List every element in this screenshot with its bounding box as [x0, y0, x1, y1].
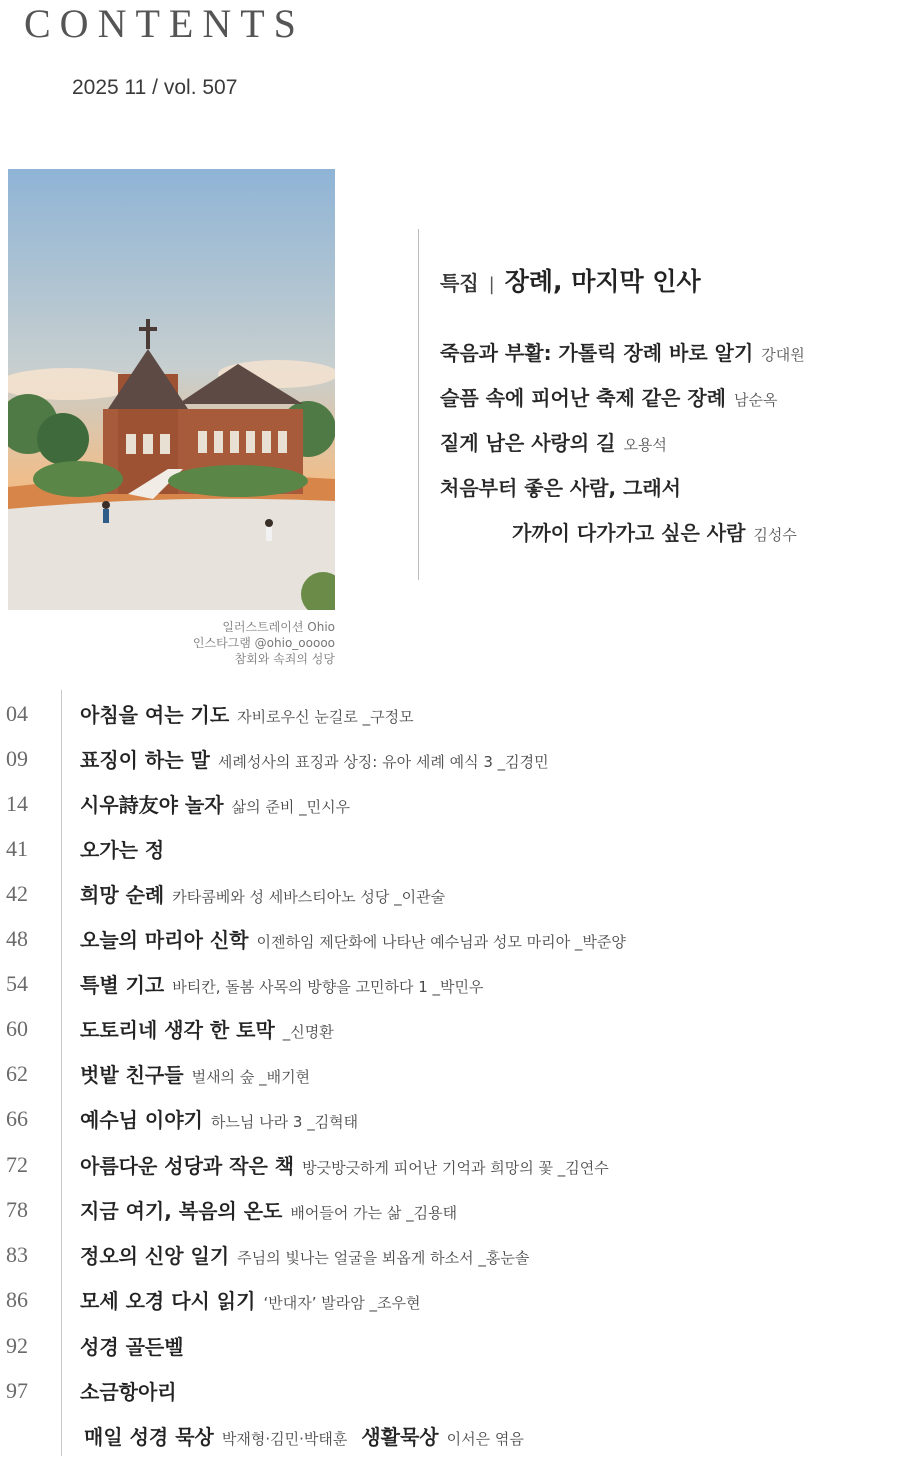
credit-instagram: 인스타그램 @ohio_ooooo	[192, 636, 335, 650]
toc-title: 오가는 정	[80, 838, 165, 862]
feature-item-title: 슬픔 속에 피어난 축제 같은 장례	[440, 386, 726, 410]
toc-page-number: 14	[6, 791, 28, 816]
feature-item-title: 죽음과 부활: 가톨릭 장례 바로 알기	[440, 341, 754, 365]
toc-subtitle: 이젠하임 제단화에 나타난 예수님과 성모 마리아 _박준양	[256, 933, 626, 951]
cover-illustration	[8, 169, 335, 610]
toc-subtitle: 하느님 나라 3 _김혁태	[210, 1113, 359, 1131]
feature-title: 장례, 마지막 인사	[504, 267, 701, 296]
toc-title: 아름다운 성당과 작은 책	[80, 1154, 295, 1178]
feature-item-author: 남순옥	[733, 391, 778, 409]
toc-subtitle: 자비로우신 눈길로 _구정모	[237, 708, 414, 726]
toc-page-number: 48	[6, 926, 28, 951]
toc-title: 모세 오경 다시 읽기	[80, 1289, 256, 1313]
toc-title: 소금항아리	[80, 1380, 177, 1404]
toc-page-number: 78	[6, 1197, 28, 1222]
toc-subtitle: 삶의 준비 _민시우	[231, 798, 351, 816]
feature-item[interactable]	[440, 472, 681, 501]
feature-heading	[440, 262, 701, 298]
toc-title: 정오의 신앙 일기	[80, 1244, 230, 1268]
issue-number: 2025 11 / vol. 507	[72, 76, 238, 99]
toc-subtitle: _신명환	[282, 1023, 334, 1041]
toc-page-number: 66	[6, 1106, 28, 1131]
toc-title: 시우詩友야 놀자	[80, 793, 224, 817]
toc-subtitle: 벌새의 숲 _배기현	[191, 1068, 311, 1086]
toc-page-number: 54	[6, 971, 28, 996]
toc-title: 지금 여기, 복음의 온도	[80, 1199, 283, 1223]
toc-title: 특별 기고	[80, 973, 165, 997]
toc-page-number: 97	[6, 1378, 28, 1403]
toc-page-number: 72	[6, 1152, 28, 1177]
toc-page-number: 41	[6, 836, 28, 861]
toc-subrow	[84, 1421, 538, 1450]
toc-title: 아침을 여는 기도	[80, 703, 230, 727]
toc-title: 희망 순례	[80, 883, 165, 907]
feature-item-author: 강대원	[761, 346, 805, 364]
toc-page-number: 09	[6, 746, 28, 771]
toc-title[interactable]: 매일 성경 묵상	[84, 1425, 214, 1449]
toc-subtitle: 방긋방긋하게 피어난 기억과 희망의 꽃 _김연수	[302, 1159, 609, 1177]
feature-item-title: 가까이 다가가고 싶은 사람	[512, 521, 746, 545]
feature-item[interactable]	[440, 427, 667, 456]
toc-page-number: 04	[6, 701, 28, 726]
toc-subtitle: 이서은 엮음	[446, 1430, 524, 1448]
credit-caption: 참회와 속죄의 성당	[234, 652, 335, 666]
toc-subtitle: 배어들어 가는 삶 _김용태	[290, 1204, 458, 1222]
toc-title[interactable]: 생활묵상	[361, 1425, 439, 1449]
toc-subtitle: ‘반대자’ 발라암 _조우현	[263, 1294, 421, 1312]
toc-page-number: 86	[6, 1287, 28, 1312]
cover-credits	[140, 619, 335, 667]
page-title: CONTENTS	[24, 1, 305, 46]
toc-title: 예수님 이야기	[80, 1108, 203, 1132]
toc-title: 벗밭 친구들	[80, 1063, 184, 1087]
toc-subtitle: 세례성사의 표징과 상징: 유아 세례 예식 3 _김경민	[217, 753, 549, 771]
toc-subtitle: 주님의 빛나는 얼굴을 뵈옵게 하소서 _홍눈솔	[237, 1249, 530, 1267]
feature-item-author: 김성수	[753, 526, 797, 544]
feature-item[interactable]	[440, 382, 777, 411]
credit-illustration: 일러스트레이션 Ohio	[222, 620, 335, 634]
toc-divider	[61, 690, 62, 1456]
feature-separator: |	[488, 274, 495, 295]
feature-item[interactable]	[440, 337, 805, 366]
toc-page-number: 42	[6, 881, 28, 906]
toc-subtitle: 카타콤베와 성 세바스티아노 성당 _이관술	[172, 888, 446, 906]
toc-title: 도토리네 생각 한 토막	[80, 1018, 275, 1042]
toc-title: 표징이 하는 말	[80, 748, 210, 772]
feature-item-title: 처음부터 좋은 사람, 그래서	[440, 476, 682, 500]
toc-page-number: 83	[6, 1242, 28, 1267]
feature-item-author: 오용석	[623, 436, 667, 454]
feature-item-title: 짙게 남은 사랑의 길	[440, 431, 616, 455]
toc-subtitle: 박재형·김민·박태훈	[221, 1430, 348, 1448]
toc-page-number: 92	[6, 1333, 28, 1358]
toc-page-number: 60	[6, 1016, 28, 1041]
feature-divider	[418, 229, 419, 580]
toc-page-number: 62	[6, 1061, 28, 1086]
toc-title: 오늘의 마리아 신학	[80, 928, 249, 952]
toc-subtitle: 바티칸, 돌봄 사목의 방향을 고민하다 1 _박민우	[172, 978, 484, 996]
toc-title: 성경 골든벨	[80, 1335, 184, 1359]
feature-tag: 특집	[440, 271, 479, 295]
feature-item[interactable]	[512, 517, 797, 546]
